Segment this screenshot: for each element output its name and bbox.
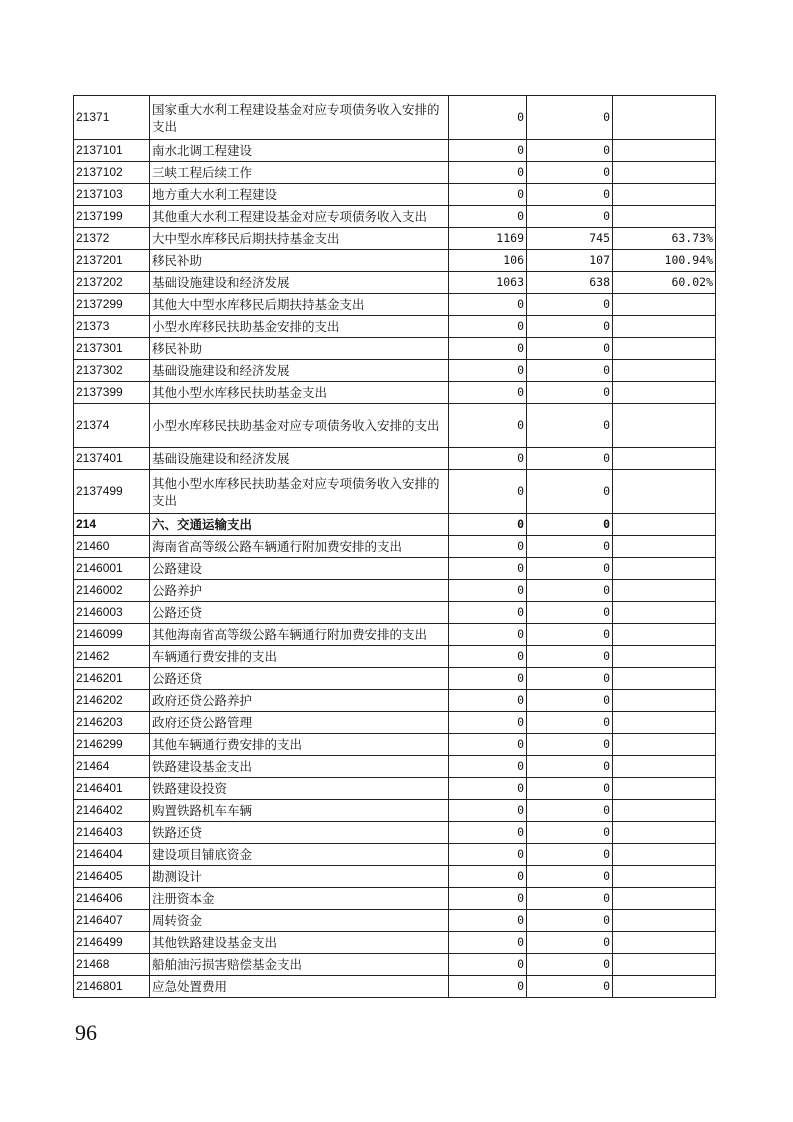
page-number: 96 [75, 1020, 97, 1045]
table-row [74, 360, 716, 382]
ratio-cell [613, 162, 716, 184]
actual-cell: 0 [527, 800, 613, 822]
budget-cell: 0 [449, 140, 527, 162]
name-cell: 海南省高等级公路车辆通行附加费安排的支出 [150, 536, 449, 558]
ratio-cell [613, 888, 716, 910]
actual-cell: 0 [527, 844, 613, 866]
ratio-cell [613, 954, 716, 976]
name-cell: 小型水库移民扶助基金对应专项债务收入安排的支出 [150, 404, 449, 448]
name-cell: 基础设施建设和经济发展 [150, 272, 449, 294]
actual-cell: 0 [527, 514, 613, 536]
actual-cell: 0 [527, 734, 613, 756]
budget-cell: 0 [449, 800, 527, 822]
ratio-cell [613, 690, 716, 712]
budget-table [73, 95, 716, 998]
ratio-cell [613, 316, 716, 338]
ratio-cell [613, 778, 716, 800]
table-row [74, 96, 716, 140]
name-cell: 注册资本金 [150, 888, 449, 910]
code-cell: 2146404 [74, 844, 150, 866]
budget-cell: 1063 [449, 272, 527, 294]
budget-cell: 0 [449, 668, 527, 690]
budget-cell: 0 [449, 404, 527, 448]
budget-cell: 0 [449, 316, 527, 338]
name-cell: 移民补助 [150, 338, 449, 360]
table-row [74, 844, 716, 866]
table-row [74, 558, 716, 580]
table-row [74, 646, 716, 668]
ratio-cell [613, 184, 716, 206]
code-cell: 2137102 [74, 162, 150, 184]
budget-cell: 0 [449, 822, 527, 844]
budget-cell: 0 [449, 382, 527, 404]
ratio-cell [613, 140, 716, 162]
table-row [74, 536, 716, 558]
name-cell: 移民补助 [150, 250, 449, 272]
table-row [74, 932, 716, 954]
code-cell: 2146406 [74, 888, 150, 910]
code-cell: 2137103 [74, 184, 150, 206]
name-cell: 铁路建设基金支出 [150, 756, 449, 778]
table-row [74, 272, 716, 294]
ratio-cell [613, 712, 716, 734]
code-cell: 214 [74, 514, 150, 536]
code-cell: 2137301 [74, 338, 150, 360]
actual-cell: 0 [527, 140, 613, 162]
name-cell: 南水北调工程建设 [150, 140, 449, 162]
budget-cell: 0 [449, 536, 527, 558]
actual-cell: 0 [527, 580, 613, 602]
name-cell: 地方重大水利工程建设 [150, 184, 449, 206]
budget-cell: 0 [449, 756, 527, 778]
name-cell: 其他海南省高等级公路车辆通行附加费安排的支出 [150, 624, 449, 646]
table-row [74, 976, 716, 998]
actual-cell: 0 [527, 976, 613, 998]
name-cell: 公路还贷 [150, 602, 449, 624]
table-row [74, 778, 716, 800]
actual-cell: 107 [527, 250, 613, 272]
code-cell: 21462 [74, 646, 150, 668]
code-cell: 2146401 [74, 778, 150, 800]
actual-cell: 0 [527, 778, 613, 800]
actual-cell: 0 [527, 96, 613, 140]
code-cell: 21460 [74, 536, 150, 558]
code-cell: 2137401 [74, 448, 150, 470]
ratio-cell [613, 448, 716, 470]
actual-cell: 0 [527, 316, 613, 338]
name-cell: 六、交通运输支出 [150, 514, 449, 536]
name-cell: 建设项目铺底资金 [150, 844, 449, 866]
actual-cell: 0 [527, 448, 613, 470]
ratio-cell [613, 602, 716, 624]
code-cell: 2146202 [74, 690, 150, 712]
budget-cell: 0 [449, 624, 527, 646]
name-cell: 三峡工程后续工作 [150, 162, 449, 184]
actual-cell: 0 [527, 162, 613, 184]
code-cell: 2137199 [74, 206, 150, 228]
code-cell: 2146499 [74, 932, 150, 954]
budget-cell: 0 [449, 514, 527, 536]
code-cell: 2146099 [74, 624, 150, 646]
name-cell: 大中型水库移民后期扶持基金支出 [150, 228, 449, 250]
code-cell: 2146801 [74, 976, 150, 998]
name-cell: 应急处置费用 [150, 976, 449, 998]
budget-cell: 0 [449, 778, 527, 800]
budget-cell: 0 [449, 206, 527, 228]
code-cell: 2137201 [74, 250, 150, 272]
actual-cell: 0 [527, 602, 613, 624]
ratio-cell: 60.02% [613, 272, 716, 294]
table-row [74, 338, 716, 360]
table-row [74, 712, 716, 734]
budget-cell: 0 [449, 932, 527, 954]
budget-cell: 106 [449, 250, 527, 272]
ratio-cell [613, 932, 716, 954]
ratio-cell [613, 96, 716, 140]
name-cell: 基础设施建设和经济发展 [150, 360, 449, 382]
name-cell: 铁路建设投资 [150, 778, 449, 800]
code-cell: 2146203 [74, 712, 150, 734]
budget-cell: 0 [449, 470, 527, 514]
name-cell: 公路养护 [150, 580, 449, 602]
budget-cell: 0 [449, 866, 527, 888]
actual-cell: 0 [527, 866, 613, 888]
ratio-cell [613, 624, 716, 646]
ratio-cell [613, 404, 716, 448]
ratio-cell [613, 866, 716, 888]
ratio-cell [613, 734, 716, 756]
ratio-cell [613, 206, 716, 228]
name-cell: 其他小型水库移民扶助基金支出 [150, 382, 449, 404]
ratio-cell [613, 646, 716, 668]
table-row [74, 866, 716, 888]
actual-cell: 0 [527, 954, 613, 976]
budget-cell: 0 [449, 360, 527, 382]
table-row [74, 800, 716, 822]
budget-cell: 1169 [449, 228, 527, 250]
name-cell: 公路还贷 [150, 668, 449, 690]
table-row [74, 250, 716, 272]
budget-cell: 0 [449, 448, 527, 470]
budget-cell: 0 [449, 712, 527, 734]
code-cell: 2146403 [74, 822, 150, 844]
ratio-cell [613, 844, 716, 866]
name-cell: 其他小型水库移民扶助基金对应专项债务收入安排的支出 [150, 470, 449, 514]
budget-cell: 0 [449, 888, 527, 910]
ratio-cell [613, 514, 716, 536]
code-cell: 2137299 [74, 294, 150, 316]
table-row [74, 734, 716, 756]
table-body [74, 96, 716, 998]
code-cell: 2146003 [74, 602, 150, 624]
ratio-cell [613, 910, 716, 932]
ratio-cell [613, 382, 716, 404]
ratio-cell [613, 294, 716, 316]
table-row [74, 294, 716, 316]
name-cell: 其他车辆通行费安排的支出 [150, 734, 449, 756]
actual-cell: 745 [527, 228, 613, 250]
code-cell: 2137302 [74, 360, 150, 382]
table-row [74, 228, 716, 250]
code-cell: 2146407 [74, 910, 150, 932]
actual-cell: 0 [527, 888, 613, 910]
budget-cell: 0 [449, 184, 527, 206]
code-cell: 2146201 [74, 668, 150, 690]
budget-cell: 0 [449, 954, 527, 976]
table-row [74, 954, 716, 976]
table-row [74, 602, 716, 624]
actual-cell: 0 [527, 558, 613, 580]
actual-cell: 0 [527, 756, 613, 778]
actual-cell: 0 [527, 206, 613, 228]
budget-cell: 0 [449, 690, 527, 712]
budget-cell: 0 [449, 734, 527, 756]
budget-cell: 0 [449, 96, 527, 140]
ratio-cell [613, 822, 716, 844]
name-cell: 周转资金 [150, 910, 449, 932]
actual-cell: 0 [527, 338, 613, 360]
actual-cell: 0 [527, 536, 613, 558]
ratio-cell [613, 756, 716, 778]
name-cell: 勘测设计 [150, 866, 449, 888]
actual-cell: 0 [527, 668, 613, 690]
ratio-cell [613, 668, 716, 690]
code-cell: 21373 [74, 316, 150, 338]
table-row [74, 910, 716, 932]
name-cell: 其他大中型水库移民后期扶持基金支出 [150, 294, 449, 316]
table-row [74, 624, 716, 646]
ratio-cell: 63.73% [613, 228, 716, 250]
ratio-cell [613, 360, 716, 382]
table-row [74, 822, 716, 844]
budget-cell: 0 [449, 162, 527, 184]
table-row [74, 404, 716, 448]
ratio-cell [613, 470, 716, 514]
budget-cell: 0 [449, 646, 527, 668]
code-cell: 21371 [74, 96, 150, 140]
ratio-cell [613, 580, 716, 602]
code-cell: 21468 [74, 954, 150, 976]
table-row [74, 448, 716, 470]
budget-cell: 0 [449, 294, 527, 316]
actual-cell: 0 [527, 404, 613, 448]
table-row [74, 470, 716, 514]
name-cell: 基础设施建设和经济发展 [150, 448, 449, 470]
code-cell: 21374 [74, 404, 150, 448]
table-row [74, 580, 716, 602]
code-cell: 2137499 [74, 470, 150, 514]
ratio-cell: 100.94% [613, 250, 716, 272]
budget-cell: 0 [449, 976, 527, 998]
actual-cell: 0 [527, 624, 613, 646]
actual-cell: 0 [527, 382, 613, 404]
ratio-cell [613, 800, 716, 822]
code-cell: 2137101 [74, 140, 150, 162]
budget-cell: 0 [449, 338, 527, 360]
name-cell: 船舶油污损害赔偿基金支出 [150, 954, 449, 976]
code-cell: 21372 [74, 228, 150, 250]
ratio-cell [613, 558, 716, 580]
actual-cell: 0 [527, 910, 613, 932]
code-cell: 2146002 [74, 580, 150, 602]
code-cell: 2146405 [74, 866, 150, 888]
ratio-cell [613, 976, 716, 998]
actual-cell: 0 [527, 470, 613, 514]
table-row [74, 184, 716, 206]
code-cell: 2137399 [74, 382, 150, 404]
actual-cell: 0 [527, 184, 613, 206]
name-cell: 国家重大水利工程建设基金对应专项债务收入安排的支出 [150, 96, 449, 140]
table-row [74, 888, 716, 910]
name-cell: 政府还贷公路管理 [150, 712, 449, 734]
actual-cell: 638 [527, 272, 613, 294]
name-cell: 政府还贷公路养护 [150, 690, 449, 712]
budget-cell: 0 [449, 602, 527, 624]
ratio-cell [613, 338, 716, 360]
code-cell: 2146299 [74, 734, 150, 756]
table-row [74, 382, 716, 404]
name-cell: 其他重大水利工程建设基金对应专项债务收入支出 [150, 206, 449, 228]
name-cell: 公路建设 [150, 558, 449, 580]
actual-cell: 0 [527, 690, 613, 712]
budget-cell: 0 [449, 910, 527, 932]
code-cell: 2137202 [74, 272, 150, 294]
table-row [74, 514, 716, 536]
table-row [74, 206, 716, 228]
actual-cell: 0 [527, 712, 613, 734]
actual-cell: 0 [527, 646, 613, 668]
code-cell: 2146402 [74, 800, 150, 822]
name-cell: 购置铁路机车车辆 [150, 800, 449, 822]
table-row [74, 690, 716, 712]
actual-cell: 0 [527, 822, 613, 844]
budget-cell: 0 [449, 580, 527, 602]
table-row [74, 316, 716, 338]
table-row [74, 140, 716, 162]
code-cell: 2146001 [74, 558, 150, 580]
actual-cell: 0 [527, 932, 613, 954]
budget-cell: 0 [449, 844, 527, 866]
code-cell: 21464 [74, 756, 150, 778]
table-row [74, 756, 716, 778]
name-cell: 车辆通行费安排的支出 [150, 646, 449, 668]
actual-cell: 0 [527, 294, 613, 316]
name-cell: 小型水库移民扶助基金安排的支出 [150, 316, 449, 338]
budget-cell: 0 [449, 558, 527, 580]
table-row [74, 668, 716, 690]
ratio-cell [613, 536, 716, 558]
table-row [74, 162, 716, 184]
actual-cell: 0 [527, 360, 613, 382]
name-cell: 其他铁路建设基金支出 [150, 932, 449, 954]
name-cell: 铁路还贷 [150, 822, 449, 844]
